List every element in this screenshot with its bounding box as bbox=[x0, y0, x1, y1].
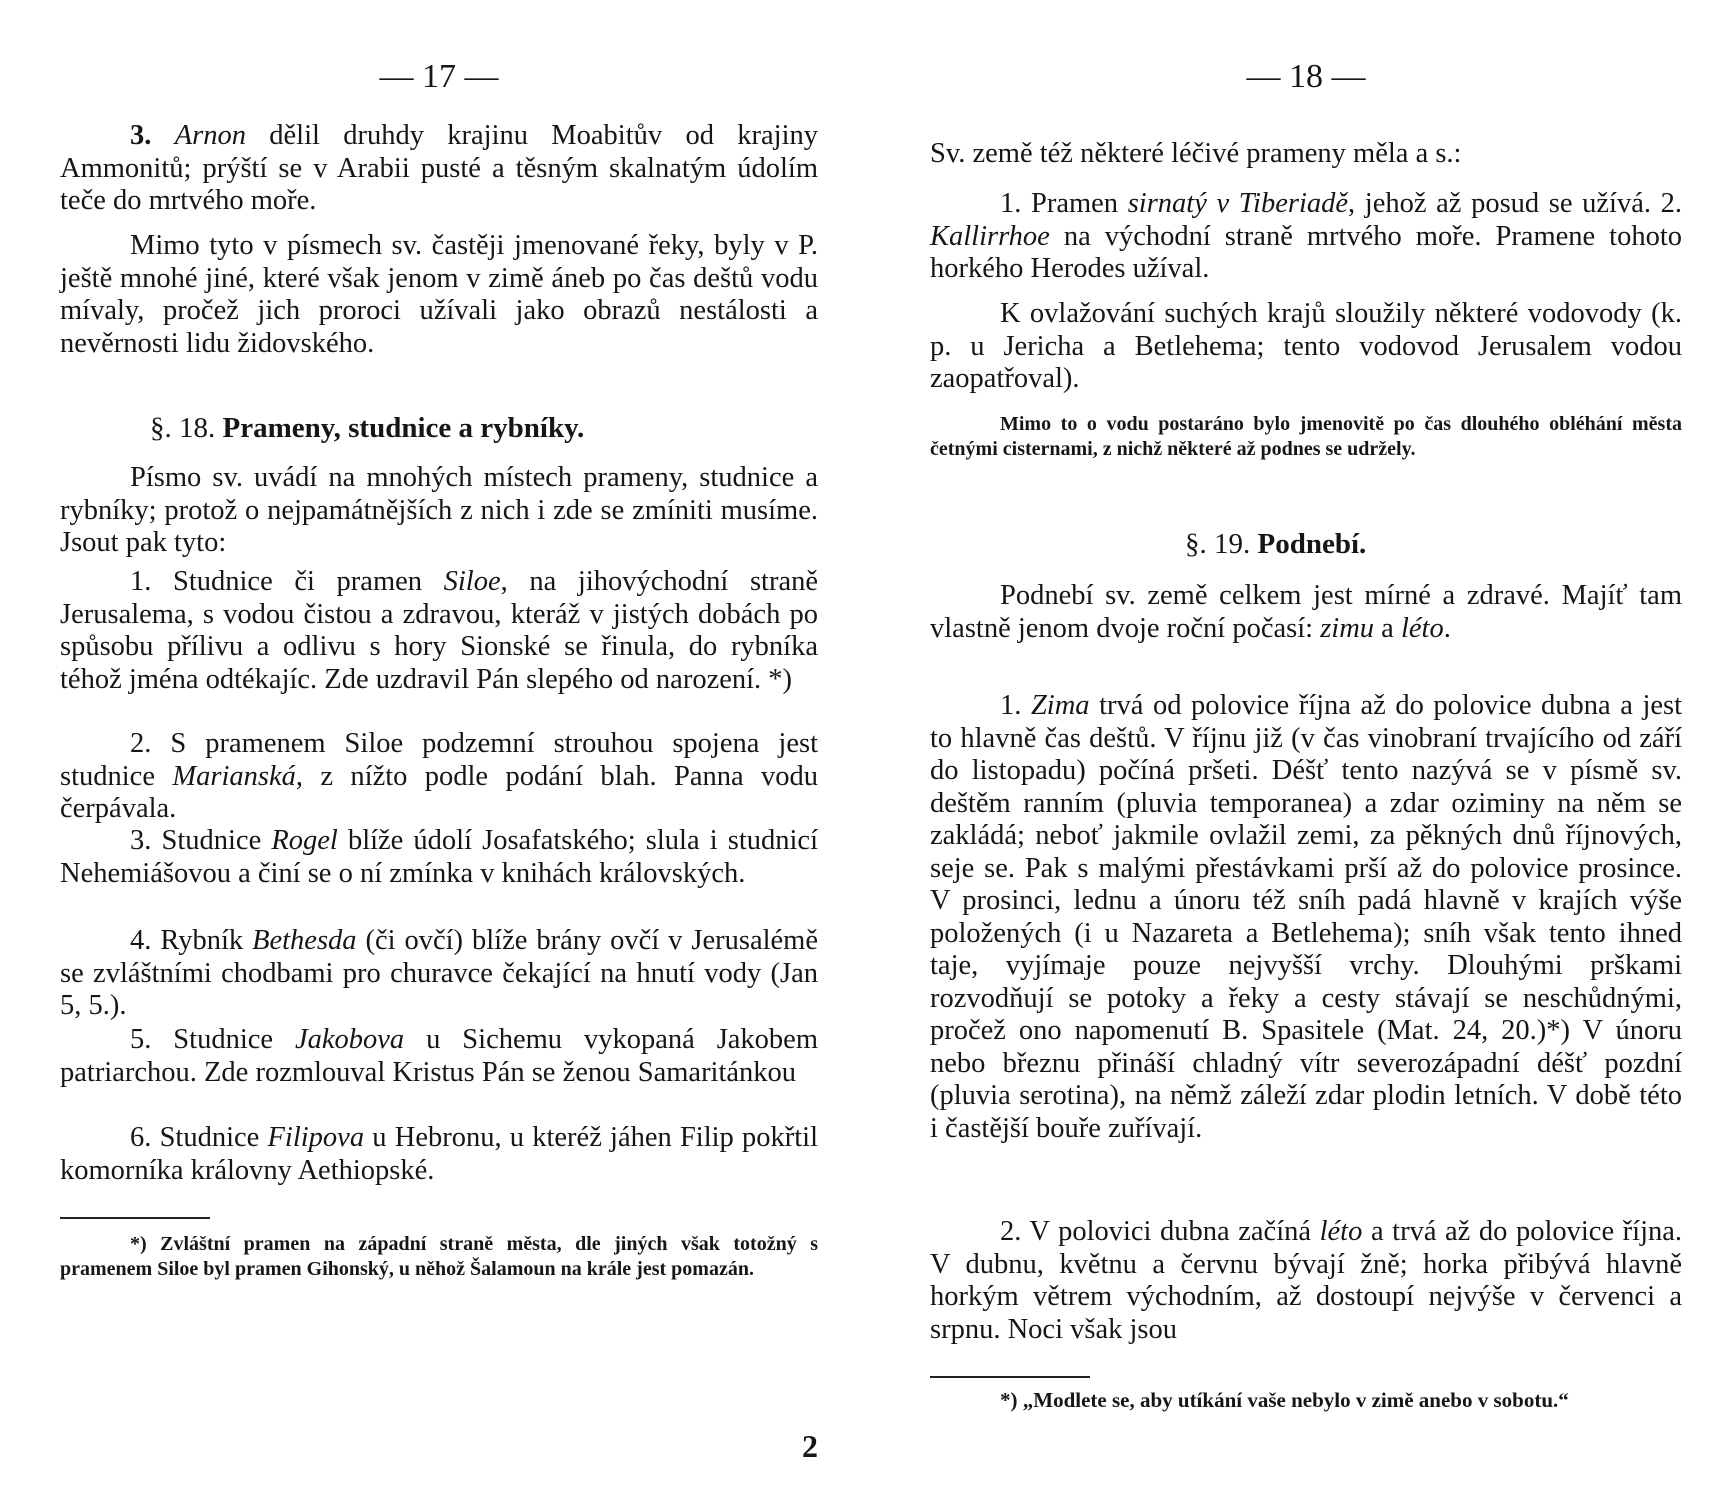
footnote-right: *) „Modlete se, aby utíkání vaše nebylo v zimě anebo v sobotu.“ bbox=[1000, 1388, 1569, 1412]
item3-before: 3. Studnice bbox=[130, 825, 262, 856]
list-item-bethesda bbox=[60, 925, 818, 1023]
item6-name: Filipova bbox=[267, 1122, 365, 1153]
climate-b: zimu bbox=[1320, 612, 1375, 644]
winter-c: trvá od polovice října až do polovice dubna a jest to hlavně čas deštů. V říjnu již (v čas vinobraní trvajícího od září do listopadu) počíná pršeti. Déšť tento nazývá se v písmě sv. deštěm ranním (pluvia temporanea) a zdar oziminy na něm se zakládá; neboť jakmile ovlažil zemi, za pěkných dnů říjnových, seje se. Pak s malými přestávkami prší až do polovice prosince. V prosinci, lednu a únoru též sníh padá hlavně v krajích výše položených (i u Nazareta a Betlehema); sníh však tento ihned taje, vyjímaje pouze nejvyšší vrchy. Dlouhými prškami rozvodňují se potoky a řeky a cesty stávají se neschůdnými, pročež ono napomenutí B. Spasitele (Mat. 24, 20.)*) V únoru nebo březnu přináší chladný vítr severozápadní déšť pozdní (pluvia serotina), na němž záleží zdar plodin letních. V době této i častější bouře zuřívají. bbox=[930, 690, 1683, 1144]
note-cisterns: Mimo to o vodu postaráno bylo jmenovitě po čas dlouhého obléhání města četnými cisternami, z nichž některé až podnes se udržely. bbox=[930, 413, 1682, 460]
paragraph-other-rivers: Mimo tyto v písmech sv. častěji jmenované řeky, byly v P. ještě mnohé jiné, které však jenom v zimě áneb po čas deštů vodu mívaly, pročež jich proroci užívali jako obrazů nestálosti a nevěrnosti lidu židovského. bbox=[60, 230, 818, 359]
item5-after: u Sichemu vykopaná Jakobem patriarchou. Zde rozmlouval Kristus Pán se ženou Samaritánkou bbox=[60, 1024, 819, 1088]
item4-before: 4. Rybník bbox=[130, 925, 244, 956]
list-item-siloe bbox=[60, 566, 818, 696]
left-page bbox=[60, 0, 818, 1500]
section-18-title: Prameny, studnice a rybníky. bbox=[222, 412, 585, 444]
paragraph-climate-intro bbox=[930, 580, 1682, 645]
footnote-divider bbox=[930, 1376, 1090, 1378]
item1-name: Siloe bbox=[443, 566, 501, 597]
paragraph-winter bbox=[930, 690, 1682, 1145]
paragraph-intro-springs: Písmo sv. uvádí na mnohých místech prameny, studnice a rybníky; protož o nejpamátnějších z nich i zde se zmíniti musíme. Jsout pak tyto: bbox=[60, 462, 818, 558]
climate-c: a bbox=[1381, 612, 1394, 644]
item2-after: , z nížto podle podání blah. Panna vodu čerpávala. bbox=[60, 760, 819, 824]
footnote-left: *) Zvláštní pramen na západní straně města, dle jiných však totožný s pramenem Siloe byl pramen Gihonský, u něhož Šalamoun na krále jest pomazán. bbox=[60, 1233, 818, 1280]
right-page bbox=[930, 0, 1682, 1500]
section-19-number: §. 19. bbox=[1185, 528, 1251, 560]
item2-name: Marianská bbox=[172, 760, 296, 792]
list-item-jakobova bbox=[60, 1024, 818, 1089]
item3-name: Rogel bbox=[271, 825, 338, 856]
summer-b: léto bbox=[1319, 1216, 1363, 1247]
item2-before: 2. S pramenem Siloe podzemní strouhou spojena jest studnice bbox=[60, 728, 818, 792]
list-item-filipova bbox=[60, 1122, 818, 1187]
arnon-name: Arnon bbox=[174, 120, 246, 151]
summer-c: a trvá až do polovice října. V dubnu, květnu a červnu bývají žně; horka přibývá hlavně horkým větrem východním, až dostoupí nejvýše v červenci a srpnu. Noci však jsou bbox=[930, 1216, 1683, 1345]
list-item-marianska bbox=[60, 728, 818, 826]
climate-e: . bbox=[1443, 612, 1451, 644]
paragraph-sulfur-springs bbox=[930, 188, 1682, 286]
item5-before: 5. Studnice bbox=[130, 1024, 274, 1055]
paragraph-healing-springs: Sv. země též některé léčivé prameny měla a s.: bbox=[930, 138, 1462, 169]
paragraph-aqueducts: K ovlažování suchých krajů sloužily některé vodovody (k. p. u Jericha a Betlehema; tento vodovod Jerusalem vodou zaopatřoval). bbox=[930, 298, 1682, 394]
item4-after: (či ovčí) blíže brány ovčí v Jerusalémě se zvláštními chodbami pro churavce čekající na hnutí vody (Jan 5, 5.). bbox=[60, 925, 818, 1021]
item1-e: na východní straně mrtvého moře. Pramene tohoto horkého Herodes užíval. bbox=[930, 220, 1682, 284]
footnote-divider bbox=[60, 1217, 210, 1219]
climate-a: Podnebí sv. země celkem jest mírné a zdravé. Majíť tam vlastně jenom dvoje roční počasí: bbox=[930, 580, 1682, 644]
item1-after: , na jihovýchodní straně Jerusalema, s vodou čistou a zdravou, kteráž v jistých dobách po spůsobu přílivu a odlivu s hory Sionské se řinula, do rybníka téhož jména odtékajíc. Zde uzdravil Pán slepého od narození. *) bbox=[60, 566, 818, 695]
section-18-number: §. 18. bbox=[150, 412, 216, 444]
item1-before: 1. Studnice či pramen bbox=[130, 566, 423, 597]
page-number-17: — 17 — bbox=[379, 58, 499, 95]
printer-signature: 2 bbox=[802, 1428, 818, 1464]
page-number-18: — 18 — bbox=[1246, 58, 1366, 95]
arnon-text: dělil druhdy krajinu Moabitův od krajiny Ammonitů; prýští se v Arabii pusté a těsným skalnatým údolím teče do mrtvého moře. bbox=[60, 120, 818, 216]
list-item-rogel bbox=[60, 825, 818, 890]
climate-d: léto bbox=[1400, 612, 1444, 644]
item1-a: 1. Pramen bbox=[1000, 188, 1119, 219]
item1-d: Kallirrhoe bbox=[930, 220, 1050, 252]
item3-after: blíže údolí Josafatského; slula i studnicí Nehemiášovou a činí se o ní zmínka v knihách královských. bbox=[60, 825, 818, 889]
section-heading-18 bbox=[150, 412, 584, 445]
summer-a: 2. V polovici dubna začíná bbox=[1000, 1216, 1312, 1247]
winter-b: Zima bbox=[1030, 690, 1090, 721]
paragraph-summer bbox=[930, 1216, 1682, 1346]
item1-b: sirnatý v Tiberiadě bbox=[1127, 188, 1349, 219]
arnon-number: 3. bbox=[130, 120, 152, 151]
item6-after: u Hebronu, u kteréž jáhen Filip pokřtil komorníka královny Aethiopské. bbox=[60, 1122, 818, 1186]
item6-before: 6. Studnice bbox=[130, 1122, 260, 1153]
section-19-title: Podnebí. bbox=[1257, 528, 1367, 560]
paragraph-arnon bbox=[60, 120, 818, 218]
section-heading-19 bbox=[1185, 528, 1366, 561]
item1-c: , jehož až posud se užívá. 2. bbox=[1348, 188, 1683, 219]
item4-name: Bethesda bbox=[252, 925, 357, 956]
item5-name: Jakobova bbox=[294, 1024, 405, 1055]
winter-a: 1. bbox=[1000, 690, 1022, 721]
